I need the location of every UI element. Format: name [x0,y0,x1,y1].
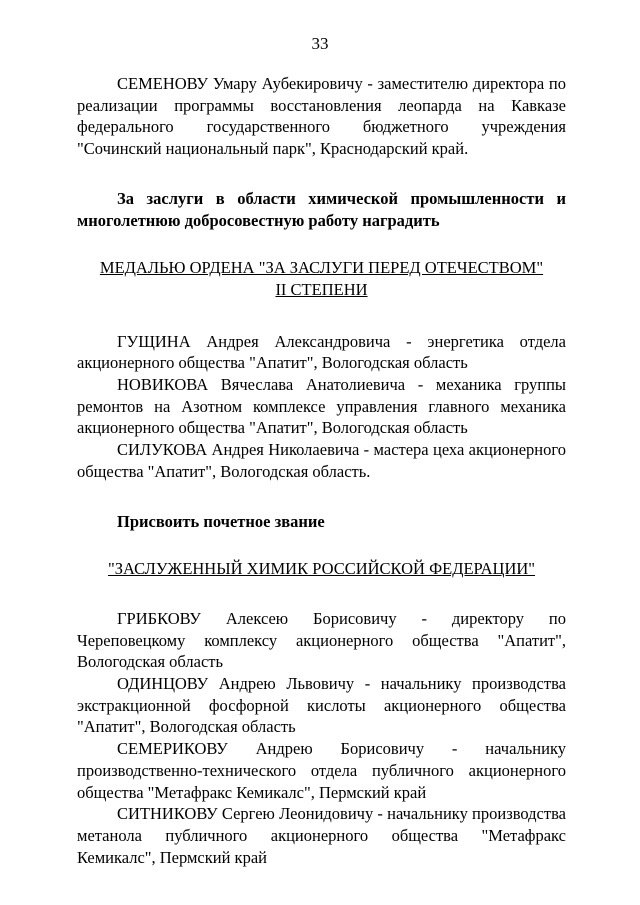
award-recipient-semenov: СЕМЕНОВУ Умару Аубекировичу - заместителю директора по реализации программы восстановления леопарда на Кавказе федерального государственного бюджетного учреждения "Сочинский национальный парк", Краснодарский край. [77,74,566,159]
award-title-honorary: "ЗАСЛУЖЕННЫЙ ХИМИК РОССИЙСКОЙ ФЕДЕРАЦИИ" [107,559,536,579]
award-recipient-silukov: СИЛУКОВА Андрея Николаевича - мастера цеха акционерного общества "Апатит", Вологодская область. [77,440,566,481]
award-recipient-odintsov: ОДИНЦОВУ Андрею Львовичу - начальнику производства экстракционной фосфорной кислоты акционерного общества "Апатит", Вологодская область [77,674,566,737]
decree-heading-title: Присвоить почетное звание [117,511,325,531]
award-recipient-sitnikov: СИТНИКОВУ Сергею Леонидовичу - начальнику производства метанола публичного акционерного общества "Метафракс Кемикалс", Пермский край [77,804,566,867]
award-recipient-gribkov: ГРИБКОВУ Алексею Борисовичу - директору по Череповецкому комплексу акционерного общества "Апатит", Вологодская область [77,608,566,672]
award-recipient-novikov: НОВИКОВА Вячеслава Анатолиевича - механика группы ремонтов на Азотном комплексе управления главного механика акционерного общества "Апатит", Вологодская область [77,375,566,438]
award-recipient-gushchin: ГУЩИНА Андрея Александровича - энергетика отдела акционерного общества "Апатит", Вологодская область [77,331,566,373]
page-number: 33 [311,34,329,53]
decree-heading-award: За заслуги в области химической промышленности и многолетнюю добросовестную работу наградить [77,188,566,230]
document-body [77,73,566,868]
award-title-medal-line1: МЕДАЛЬЮ ОРДЕНА "ЗА ЗАСЛУГИ ПЕРЕД ОТЕЧЕСТВОМ" [99,258,544,278]
award-recipient-semerikov: СЕМЕРИКОВУ Андрею Борисовичу - начальнику производственно-технического отдела публичного акционерного общества "Метафракс Кемикалс", Пермский край [77,739,566,802]
award-title-medal [77,257,566,300]
award-title-medal-line2: II СТЕПЕНИ [275,279,368,299]
